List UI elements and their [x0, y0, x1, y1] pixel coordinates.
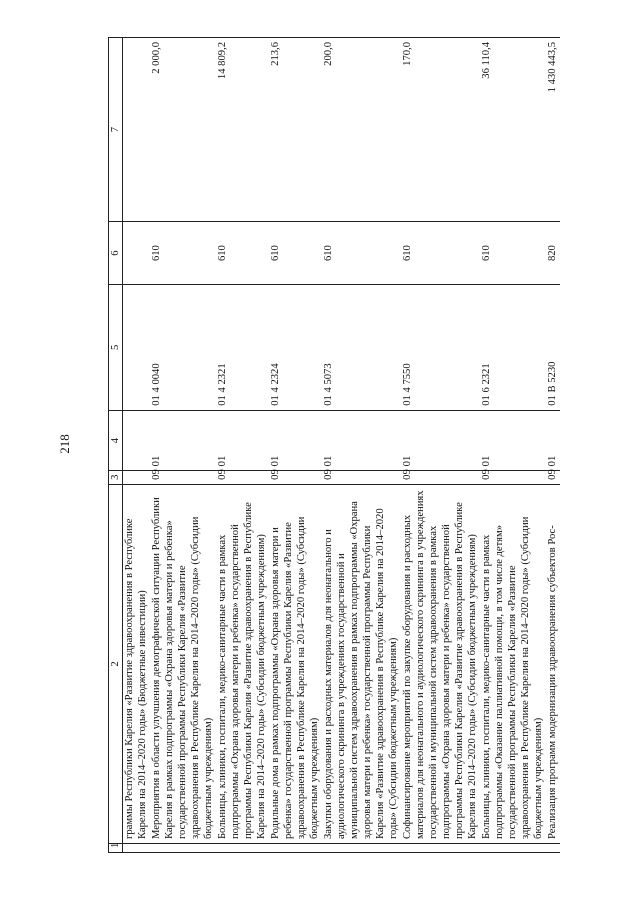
expense-type-code: 610 [322, 222, 401, 285]
budget-allocation-table [108, 37, 560, 853]
section-code: 09 [322, 471, 401, 484]
empty-cell [401, 844, 480, 853]
expense-type-code: 610 [269, 222, 322, 285]
expense-name: Больницы, клиники, госпитали, медико-санитарные части в рамках подпрограммы «Охрана здоровья матери и ребенка» государственной программы Республики Карелия «Развитие здравоохранения в Республике Карелия на 2014–2020 годы» (Субсидии бюджетным учреждениям) [216, 484, 269, 843]
table-row [150, 38, 216, 853]
empty-cell [322, 844, 401, 853]
expense-type-code: 820 [546, 222, 560, 285]
expense-type-code [123, 222, 151, 285]
target-article-code: 01 4 5073 [322, 285, 401, 411]
expense-name: Родильные дома в рамках подпрограммы «Охрана здоровья матери и ребенка» государственной программы Республики Карелия «Развитие здравоохранения в Республике Карелия на 2014–2020 годы» (Субсидии бюджетным учреждениям) [269, 484, 322, 843]
empty-cell [269, 844, 322, 853]
column-header: 2 [109, 484, 123, 843]
section-code [123, 471, 151, 484]
expense-type-code: 610 [150, 222, 216, 285]
empty-cell [480, 844, 546, 853]
column-header: 5 [109, 285, 123, 411]
budget-table-sheet [108, 37, 621, 853]
subsection-code: 01 [480, 410, 546, 471]
expense-name: Реализация программ модернизации здравоохранения субъектов Рос- [546, 484, 560, 843]
expense-type-code: 610 [216, 222, 269, 285]
target-article-code: 01 4 0040 [150, 285, 216, 411]
subsection-code [123, 410, 151, 471]
table-row [480, 38, 546, 853]
subsection-code: 01 [216, 410, 269, 471]
table-row [216, 38, 269, 853]
section-code: 09 [150, 471, 216, 484]
section-code: 09 [401, 471, 480, 484]
table-row [322, 38, 401, 853]
table-row [269, 38, 322, 853]
section-code: 09 [269, 471, 322, 484]
amount: 170,0 [401, 38, 480, 222]
target-article-code: 01 4 7550 [401, 285, 480, 411]
column-header: 7 [109, 38, 123, 222]
column-header: 4 [109, 410, 123, 471]
subsection-code: 01 [269, 410, 322, 471]
amount: 36 110,4 [480, 38, 546, 222]
column-header: 6 [109, 222, 123, 285]
expense-name: Закупки оборудования и расходных материалов для неонатального и аудиологического скрининга в учреждениях государственной и муниципальной систем здравоохранения в рамках подпрограммы «Охрана здоровья матери и ребенка» государственной программы Республики Карелия «Развитие здравоохранения в Республике Карелия на 2014–2020 годы» (Субсидии бюджетным учреждениям) [322, 484, 401, 843]
target-article-code: 01 4 2324 [269, 285, 322, 411]
amount: 2 000,0 [150, 38, 216, 222]
empty-cell [123, 844, 151, 853]
expense-name: Софинансирование мероприятий по закупке оборудования и расходных материалов для неонатального и аудиологического скрининга в учреждениях государственной и муниципальной систем здравоохранения в рамках подпрограммы «Охрана здоровья матери и ребенка» государственной программы Республики Карелия «Развитие здравоохранения в Республике Карелия на 2014–2020 годы» (Субсидии бюджетным учреждениям) [401, 484, 480, 843]
column-header: 1 [109, 844, 123, 853]
section-code: 09 [546, 471, 560, 484]
target-article-code: 01 4 2321 [216, 285, 269, 411]
empty-cell [150, 844, 216, 853]
column-header: 3 [109, 471, 123, 484]
section-code: 09 [216, 471, 269, 484]
expense-name: Мероприятия в области улучшения демографической ситуации Республики Карелия в рамках подпрограммы «Охрана здоровья матери и ребенка» государственной программы Республики Карелия «Развитие здравоохранения в Республике Карелия на 2014–2020 годы» (Субсидии бюджетным учреждениям) [150, 484, 216, 843]
amount: 14 809,2 [216, 38, 269, 222]
table-row [123, 38, 151, 853]
table-row [401, 38, 480, 853]
empty-cell [216, 844, 269, 853]
subsection-code: 01 [546, 410, 560, 471]
amount: 1 430 443,5 [546, 38, 560, 222]
amount [123, 38, 151, 222]
expense-type-code: 610 [401, 222, 480, 285]
target-article-code [123, 285, 151, 411]
expense-type-code: 610 [480, 222, 546, 285]
page-number: 218 [57, 434, 72, 454]
empty-cell [546, 844, 560, 853]
amount: 213,6 [269, 38, 322, 222]
target-article-code: 01 6 2321 [480, 285, 546, 411]
table-row [546, 38, 560, 853]
amount: 200,0 [322, 38, 401, 222]
subsection-code: 01 [401, 410, 480, 471]
subsection-code: 01 [322, 410, 401, 471]
subsection-code: 01 [150, 410, 216, 471]
section-code: 09 [480, 471, 546, 484]
target-article-code: 01 В 5230 [546, 285, 560, 411]
expense-name: Больницы, клиники, госпитали, медико-санитарные части в рамках подпрограммы «Оказание паллиативной помощи, в том числе детям» государственной программы Республики Карелия «Развитие здравоохранения в Республике Карелия на 2014–2020 годы» (Субсидии бюджетным учреждениям) [480, 484, 546, 843]
expense-name: граммы Республики Карелия «Развитие здравоохранения в Республике Карелия на 2014–2020 годы» (Бюджетные инвестиции) [123, 484, 151, 843]
table-header-row [109, 38, 123, 853]
